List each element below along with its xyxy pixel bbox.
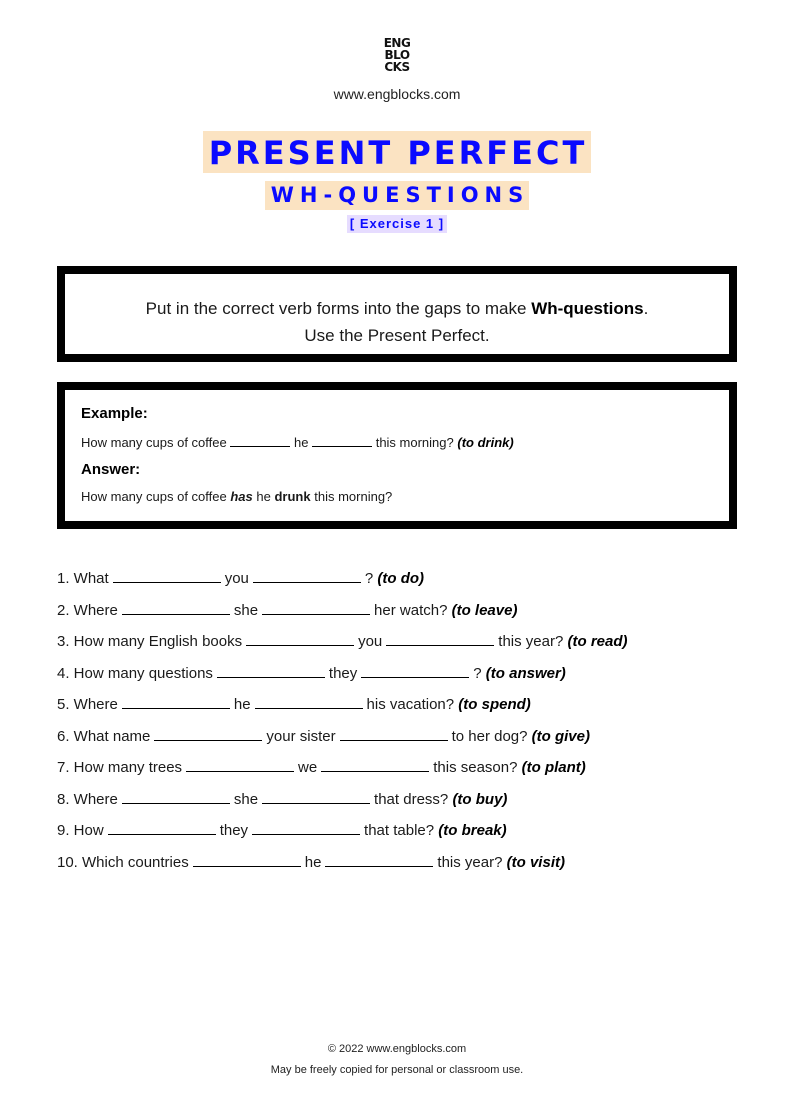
question-item: 10. Which countries he this year? (to visit) [57,850,565,872]
answer-blank[interactable] [255,692,363,709]
example-answer: How many cups of coffee has he drunk this morning? [81,489,393,504]
logo-line-3: CKS [384,60,410,74]
answer-auxiliary: has [230,489,253,504]
verb-hint: (to leave) [451,601,518,619]
question-item: 9. How they that table? (to break) [57,818,507,840]
answer-blank[interactable] [253,566,361,583]
answer-blank[interactable] [262,787,370,804]
question-item: 8. Where she that dress? (to buy) [57,787,507,809]
answer-blank[interactable] [262,598,370,615]
example-box [57,382,737,529]
answer-blank[interactable] [186,755,294,772]
example-heading: Example: [81,405,148,422]
footer-license: May be freely copied for personal or classroom use. [270,1064,524,1076]
question-item: 2. Where she her watch? (to leave) [57,598,517,620]
answer-blank[interactable] [122,692,230,709]
answer-blank[interactable] [325,850,433,867]
instructions-box [57,266,737,362]
site-url: www.engblocks.com [333,86,461,102]
verb-hint: (to visit) [506,853,565,871]
page-title: PRESENT PERFECT [203,131,592,173]
answer-blank[interactable] [246,629,354,646]
instructions-line-2: Use the Present Perfect. [304,326,490,345]
question-item: 6. What name your sister to her dog? (to give) [57,724,590,746]
answer-blank[interactable] [108,818,216,835]
verb-hint: (to answer) [485,664,566,682]
verb-hint: (to give) [531,727,590,745]
example-blank [230,434,290,447]
logo-line-2: BLO [384,48,410,62]
example-question: How many cups of coffee he this morning? (to drink) [81,435,514,450]
answer-blank[interactable] [340,724,448,741]
verb-hint: (to plant) [521,759,586,776]
example-blank [312,434,372,447]
answer-blank[interactable] [154,724,262,741]
engblocks-logo [0,37,794,73]
question-item: 5. Where he his vacation? (to spend) [57,692,531,714]
answer-verb: drunk [274,489,311,504]
answer-blank[interactable] [113,566,221,583]
page-subtitle: WH-QUESTIONS [265,181,530,210]
answer-blank[interactable] [252,818,360,835]
verb-hint: (to buy) [452,790,508,808]
answer-blank[interactable] [217,661,325,678]
instructions-bold-term: Wh-questions [531,299,644,318]
question-item: 7. How many trees we this season? (to plant) [57,755,586,777]
verb-hint: (to break) [438,822,507,839]
answer-blank[interactable] [321,755,429,772]
answer-blank[interactable] [386,629,494,646]
verb-hint: (to read) [567,633,628,650]
question-item: 3. How many English books you this year? (to read) [57,629,628,651]
question-item: 4. How many questions they ? (to answer) [57,661,566,683]
verb-hint: (to do) [377,570,425,587]
answer-heading: Answer: [81,461,141,478]
answer-blank[interactable] [361,661,469,678]
logo-line-1: ENG [383,36,411,50]
answer-blank[interactable] [122,787,230,804]
verb-hint: (to spend) [458,696,531,713]
footer-copyright: © 2022 www.engblocks.com [327,1043,467,1055]
exercise-label: [ Exercise 1 ] [347,215,447,233]
answer-blank[interactable] [122,598,230,615]
answer-blank[interactable] [193,850,301,867]
question-item: 1. What you ? (to do) [57,566,424,588]
example-hint: (to drink) [457,435,514,450]
instructions-line-1: Put in the correct verb forms into the gaps to make Wh-questions. [145,299,649,318]
